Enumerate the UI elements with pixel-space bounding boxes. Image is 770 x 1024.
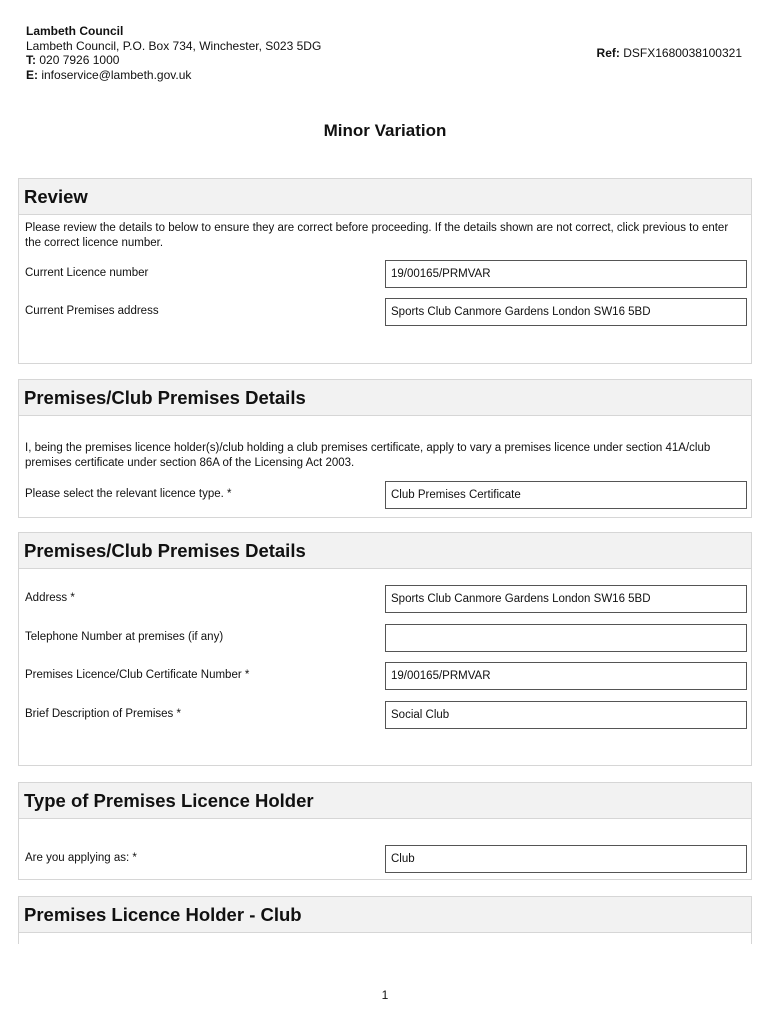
address-field[interactable]: Sports Club Canmore Gardens London SW16 5BD <box>385 585 747 613</box>
premises-phone-field[interactable] <box>385 624 747 652</box>
certificate-number-label: Premises Licence/Club Certificate Number * <box>25 669 250 681</box>
certificate-number-field[interactable]: 19/00165/PRMVAR <box>385 662 747 690</box>
review-intro: Please review the details to below to ensure they are correct before proceeding. If the details shown are not correct, click previous to enter the correct licence number. <box>25 222 729 249</box>
premises-phone-label: Telephone Number at premises (if any) <box>25 631 224 643</box>
premises-details-section-1 <box>18 379 752 518</box>
council-name: Lambeth Council <box>26 24 124 38</box>
ref-value: DSFX1680038100321 <box>623 46 742 60</box>
premises-description-label: Brief Description of Premises * <box>25 708 181 720</box>
holder-type-section <box>18 782 752 880</box>
licence-type-field[interactable]: Club Premises Certificate <box>385 481 747 509</box>
address-label: Address * <box>25 592 75 604</box>
current-licence-label: Current Licence number <box>25 267 149 279</box>
premises-details-section-2 <box>18 532 752 766</box>
page-title: Minor Variation <box>323 121 447 140</box>
council-contact-block <box>26 24 321 82</box>
premises-description-field[interactable]: Social Club <box>385 701 747 729</box>
council-email <box>26 68 321 83</box>
current-address-label: Current Premises address <box>25 305 159 317</box>
applying-as-label: Are you applying as: * <box>25 852 137 864</box>
licence-type-label: Please select the relevant licence type. * <box>25 488 232 500</box>
premises-details-heading-2: Premises/Club Premises Details <box>19 533 751 569</box>
current-address-field[interactable]: Sports Club Canmore Gardens London SW16 5BD <box>385 298 747 326</box>
premises-details-intro: I, being the premises licence holder(s)/club holding a club premises certificate, apply to vary a premises licence under section 41A/club premises certificate under section 86A of the Licensing Act 2003. <box>25 442 711 469</box>
phone-label: T: <box>26 53 36 67</box>
holder-type-heading: Type of Premises Licence Holder <box>19 783 751 819</box>
page-number: 1 <box>381 988 389 1002</box>
holder-club-section <box>18 896 752 944</box>
current-licence-field[interactable]: 19/00165/PRMVAR <box>385 260 747 288</box>
phone-value: 020 7926 1000 <box>39 53 120 67</box>
email-label: E: <box>26 67 38 82</box>
review-section <box>18 178 752 364</box>
holder-club-heading: Premises Licence Holder - Club <box>19 897 751 933</box>
council-phone <box>26 53 321 68</box>
email-value: infoservice@lambeth.gov.uk <box>41 67 192 82</box>
ref-label: Ref: <box>596 46 620 60</box>
reference-number <box>597 46 742 60</box>
applying-as-field[interactable]: Club <box>385 845 747 873</box>
council-address: Lambeth Council, P.O. Box 734, Winchester, S023 5DG <box>26 38 322 53</box>
review-heading: Review <box>19 179 751 215</box>
premises-details-heading-1: Premises/Club Premises Details <box>19 380 751 416</box>
